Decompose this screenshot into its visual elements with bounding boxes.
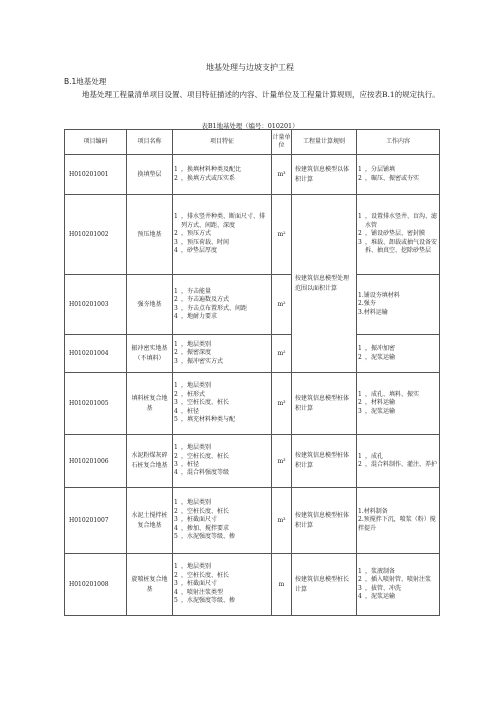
item-code: H010201008 [65, 554, 127, 616]
header-unit: 计量单位 [272, 130, 292, 155]
item-text: ，材料运输 [365, 399, 396, 407]
item-text: ，地层类别 [181, 444, 212, 452]
item-number: 1 [174, 213, 178, 221]
item-text: ，浆液制备 [365, 567, 396, 575]
section-heading: B.1地基处理 [64, 77, 107, 86]
item-number: 3 [174, 580, 178, 588]
list-item [174, 296, 270, 304]
item-number: 4 [174, 247, 178, 255]
item-text: ，空桩长度、桩长 [181, 571, 230, 579]
item-code: H010201002 [65, 195, 127, 275]
item-number: 5 [174, 533, 178, 541]
item-features [173, 488, 272, 554]
item-number: 2 [358, 399, 362, 407]
item-number: 2 [358, 461, 362, 468]
list-item [174, 563, 270, 571]
item-number: 1 [358, 452, 362, 460]
item-features [173, 275, 272, 335]
item-unit: m² [272, 275, 292, 335]
item-number: 2 [174, 349, 178, 357]
item-text: ，水泥强度等级、掺 [181, 533, 236, 541]
item-features [173, 335, 272, 373]
item-text: ，空桩长度、桩长 [181, 452, 230, 460]
item-number: 2 [358, 576, 362, 584]
work-content [357, 488, 440, 554]
item-unit: m [272, 554, 292, 616]
item-number: 3 [174, 304, 178, 312]
item-text: ，桩截面尺寸 [181, 516, 218, 524]
item-text: ，成孔 [365, 452, 384, 460]
item-unit: m³ [272, 155, 292, 195]
table-row [65, 195, 440, 275]
list-item [358, 399, 438, 407]
item-text: ，泥浆运输 [365, 353, 396, 361]
work-content [357, 335, 440, 373]
list-item [358, 230, 438, 238]
item-text: 1.材料制备 [358, 507, 388, 515]
list-item [174, 580, 270, 588]
item-number: 2 [174, 174, 178, 182]
item-text: ，地层类别 [181, 382, 212, 390]
item-number: 3 [358, 584, 362, 592]
item-name: 预压地基 [127, 195, 173, 275]
list-item [174, 408, 270, 416]
item-text: ，地耐力要求 [181, 312, 218, 320]
item-text: ，地层类别 [181, 499, 212, 507]
list-item [358, 345, 438, 353]
list-item [174, 399, 270, 407]
measurement-rule: 按建筑信息模型桩体积计算 [292, 488, 357, 554]
item-number: 4 [358, 592, 362, 600]
header-code: 项目编码 [65, 130, 127, 155]
item-text: ，振冲加密 [365, 345, 396, 353]
item-text: 2.强夯 [358, 300, 376, 308]
item-text: ，砂垫层厚度 [181, 247, 218, 255]
item-text: ，换填方式或压实系 [181, 174, 236, 182]
item-text: ，夯击遍数及方式 [181, 296, 230, 304]
item-text: ，混合料强度等级 [181, 469, 230, 477]
item-text: ，桩径 [181, 461, 200, 468]
item-features [173, 435, 272, 488]
item-text: ，泥浆运输 [365, 592, 396, 600]
ground-treatment-table [64, 129, 440, 616]
item-text: ，换填材料种类及配比 [181, 166, 242, 174]
item-number: 3 [174, 461, 178, 468]
list-item [358, 593, 438, 601]
item-text: ，堆载、卸载或抽气设备安拆、抽真空、挖除砂垫层 [365, 238, 438, 255]
list-item [174, 349, 270, 357]
item-number: 3 [174, 357, 178, 365]
item-number: 3 [358, 407, 362, 415]
list-item [358, 309, 438, 317]
item-number: 2 [174, 507, 178, 515]
list-item [174, 469, 270, 477]
list-item [174, 305, 270, 313]
item-unit: m³ [272, 488, 292, 554]
item-text: ，夯击点布置形式、间距 [181, 304, 248, 312]
item-number: 3 [174, 516, 178, 524]
table-row [65, 488, 440, 554]
item-text: ，地层类别 [181, 563, 212, 571]
list-item [174, 213, 270, 230]
list-item [358, 408, 438, 416]
item-unit: m³ [272, 435, 292, 488]
list-item [174, 533, 270, 541]
item-number: 2 [174, 230, 178, 238]
item-text: 2.预搅拌下沉，喷浆（粉）搅拌提升 [358, 516, 436, 532]
list-item [358, 568, 438, 576]
list-item [174, 382, 270, 390]
item-code: H010201004 [65, 335, 127, 373]
item-number: 4 [174, 469, 178, 477]
header-feature: 项目特征 [173, 130, 272, 155]
item-features [173, 155, 272, 195]
item-code: H010201001 [65, 155, 127, 195]
item-text: ，振密深度 [181, 349, 212, 357]
item-code: H010201003 [65, 275, 127, 335]
item-number: 1 [174, 340, 178, 348]
item-number: 3 [174, 238, 178, 246]
work-content [357, 195, 440, 275]
item-number: 1 [174, 499, 178, 507]
item-text: ，插入喷射管、喷射注浆 [365, 576, 432, 584]
list-item [174, 247, 270, 255]
item-number: 1 [358, 345, 362, 353]
item-number: 4 [174, 524, 178, 532]
item-number: 1 [174, 563, 178, 571]
list-item [174, 499, 270, 507]
intro-paragraph: 地基处理工程量清单项目设置、项目特征描述的内容、计量单位及工程量计算规则，应按表B.1的规定执行。 [82, 90, 440, 99]
list-item [174, 239, 270, 247]
document-title: 地基处理与边坡支护工程 [206, 63, 294, 72]
item-code: H010201005 [65, 373, 127, 435]
list-item [174, 444, 270, 452]
table-row [65, 554, 440, 616]
item-name: 旋喷桩复合地基 [127, 554, 173, 616]
item-text: ，桩径 [181, 407, 200, 415]
item-number: 1 [358, 166, 362, 174]
list-item [174, 453, 270, 461]
item-name: 水泥粉煤灰碎石桩复合地基 [127, 435, 173, 488]
item-text: ，桩形式 [181, 390, 206, 398]
item-number: 2 [174, 571, 178, 579]
item-text: ，夯击能量 [181, 287, 212, 295]
item-text: ，混合料制作、灌注、养护 [365, 461, 438, 468]
item-number: 2 [358, 230, 362, 238]
list-item [174, 230, 270, 238]
item-name: 填料桩复合地基 [127, 373, 173, 435]
work-content [357, 435, 440, 488]
item-name: 水泥土搅拌桩复合地基 [127, 488, 173, 554]
table-row [65, 275, 440, 335]
item-code: H010201007 [65, 488, 127, 554]
item-number: 1 [174, 444, 178, 452]
item-number: 2 [358, 353, 362, 361]
item-text: ，成孔、填料、振实 [365, 390, 420, 398]
item-text: ，拔管、冲洗 [365, 584, 402, 592]
list-item [174, 175, 270, 183]
list-item [174, 313, 270, 321]
table-row [65, 155, 440, 195]
measurement-rule: 按建筑信息模型桩体积计算 [292, 373, 357, 435]
item-unit: m³ [272, 373, 292, 435]
item-text: ，掺加、搅拌要求 [181, 524, 230, 532]
table-caption: 表B1地基处理（编号：010201） [201, 122, 299, 130]
header-rule: 工程量计算规则 [292, 130, 357, 155]
work-content [357, 554, 440, 616]
item-features [173, 195, 272, 275]
list-item [358, 300, 438, 308]
item-number: 3 [358, 238, 362, 246]
item-number: 1 [358, 213, 362, 221]
list-item [358, 453, 438, 461]
item-text: ，泥浆运输 [365, 407, 396, 415]
item-number: 2 [174, 452, 178, 460]
header-name: 项目名称 [127, 130, 173, 155]
item-number: 2 [174, 390, 178, 398]
item-text: ，振冲密实方式 [181, 357, 224, 365]
item-text: ，预压方式 [181, 230, 212, 238]
table-row [65, 373, 440, 435]
measurement-rule-merged: 按建筑信息模型处理范围以面积计算 [292, 195, 357, 373]
item-text: ，预压荷载、时间 [181, 238, 230, 246]
item-number: 4 [174, 312, 178, 320]
item-text: 1.铺设夯填材料 [358, 291, 400, 299]
item-text: ，设置排水竖井、盲沟、滤水管 [365, 213, 438, 229]
item-number: 4 [174, 407, 178, 415]
item-number: 2 [358, 174, 362, 182]
item-text: ，空桩长度、桩长 [181, 399, 230, 407]
item-name: 振冲密实地基（不填料） [127, 335, 173, 373]
item-text: ，喷射注浆类型 [181, 588, 224, 596]
list-item [358, 175, 438, 183]
item-number: 2 [174, 296, 178, 304]
item-name: 强夯地基 [127, 275, 173, 335]
item-number: 5 [174, 597, 178, 605]
list-item [174, 416, 270, 424]
list-item [174, 597, 270, 605]
list-item [358, 354, 438, 362]
table-row [65, 335, 440, 373]
item-text: ，排水竖井种类、断面尺寸、排列方式、间距、深度 [181, 213, 266, 229]
list-item [174, 516, 270, 524]
item-text: ，碾压、振密或夯实 [365, 174, 420, 182]
list-item [358, 585, 438, 593]
item-number: 3 [174, 399, 178, 407]
list-item [358, 213, 438, 230]
table-header-row [65, 130, 440, 155]
item-name: 换填垫层 [127, 155, 173, 195]
measurement-rule: 按建筑信息模型桩长计算 [292, 554, 357, 616]
list-item [358, 166, 438, 174]
list-item [358, 576, 438, 584]
item-text: ，水泥强度等级、掺 [181, 597, 236, 605]
list-item [174, 358, 270, 366]
item-text: ，地层类别 [181, 340, 212, 348]
measurement-rule: 按建筑信息模型以体积计算 [292, 155, 357, 195]
work-content [357, 373, 440, 435]
item-features [173, 554, 272, 616]
item-number: 1 [174, 166, 178, 174]
item-unit: m² [272, 335, 292, 373]
item-number: 4 [174, 588, 178, 596]
list-item [358, 461, 438, 469]
item-text: ，铺设砂垫层、密封膜 [365, 230, 426, 238]
item-text: 3.材料运输 [358, 308, 388, 316]
list-item [358, 516, 438, 533]
item-number: 1 [358, 390, 362, 398]
item-text: ，分层铺填 [365, 166, 396, 174]
item-number: 1 [174, 382, 178, 390]
item-unit: m² [272, 195, 292, 275]
item-number: 1 [358, 567, 362, 575]
list-item [174, 525, 270, 533]
list-item [174, 166, 270, 174]
work-content [357, 155, 440, 195]
item-number: 5 [174, 416, 178, 424]
item-code: H010201006 [65, 435, 127, 488]
item-number: 1 [174, 287, 178, 295]
measurement-rule: 按建筑信息模型桩体积计算 [292, 435, 357, 488]
list-item [174, 589, 270, 597]
item-text: ，桩截面尺寸 [181, 580, 218, 588]
list-item [358, 239, 438, 256]
item-text: ，空桩长度、桩长 [181, 507, 230, 515]
table-row [65, 435, 440, 488]
list-item [174, 288, 270, 296]
header-work: 工作内容 [357, 130, 440, 155]
item-text: ，填充材料种类与配 [181, 416, 236, 424]
item-features [173, 373, 272, 435]
work-content [357, 275, 440, 335]
